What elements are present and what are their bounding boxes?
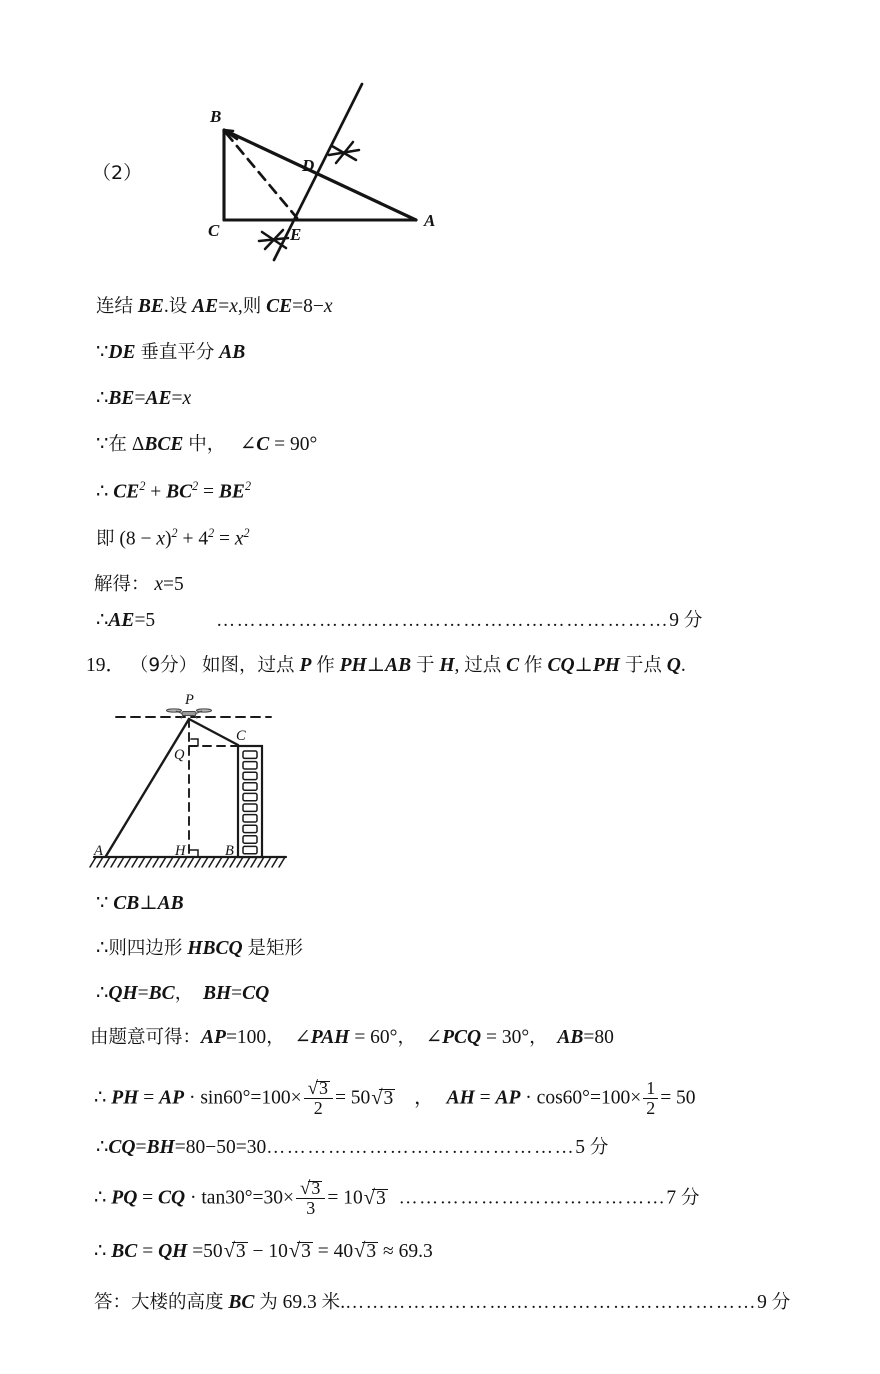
figure-label-P: P [185,692,194,708]
proof19-line-equal-sides: ∴QH=BC， BH=CQ [96,983,270,1004]
segment-PA [106,719,189,856]
proof19-line-givens: 由题意可得：AP=100， ∠PAH = 60°， ∠PCQ = 30°， AB=80 [90,1027,614,1048]
proof19-final-answer: 答：大楼的高度 BC 为 69.3 米.……………………………………………………9 分 [94,1292,791,1313]
segment-BE-dashed [226,133,297,218]
part-label-2: （2） [92,162,143,184]
proof-line-connect-BE: 连结 BE.设 AE=x,则 CE=8−x [96,296,333,317]
figure-label-Q: Q [174,747,185,763]
proof-line-pythagoras: ∴ $CE^2 + BC^2 = BE^2$ [96,479,251,503]
figure-label-C: C [236,728,246,744]
proof-line-substituted-equation: 即 $(8 - x)^2 + 4^2 = x^2$ [96,526,250,550]
building-window [243,815,257,822]
construction-arc-lower [259,230,288,249]
proof-line-BE-equals-AE: ∴BE=AE=x [96,388,192,409]
figure-label-C: C [208,221,220,240]
proof19-line-CB-perp-AB: ∵ CB⊥AB [96,893,184,914]
figure-perpendicular-bisector [96,60,476,280]
proof19-eq-PQ: ∴ PQ = CQ · tan30°=30× √ 3 3 = 10√ 3 …………………………………7 分 [94,1178,700,1219]
construction-arc-upper [329,142,359,163]
building-window [243,772,257,779]
proof-line-DE-bisects-AB: ∵DE 垂直平分 AB [96,342,246,363]
figure-label-A: A [94,843,103,859]
proof-line-in-triangle-BCE: ∵在 ΔBCE 中， ∠C = 90° [96,434,318,455]
segment-PC [189,719,238,745]
figure-label-A: A [424,211,436,230]
figure-label-E: E [290,225,302,244]
building-window [243,783,257,790]
building-tower [238,746,262,857]
problem-19-stem: 19． （9分） 如图，过点 P 作 PH⊥AB 于 H, 过点 C 作 CQ⊥PH 于点 Q. [86,655,686,676]
building-window [243,825,257,832]
proof19-eq-CQ: ∴CQ=BH=80−50=30………………………………………5 分 [96,1137,609,1158]
proof-line-solve: 解得： x=5 [94,574,184,595]
building-window [243,751,257,758]
building-window [243,762,257,769]
leader-dots-7fen: ………………………………… [398,1187,667,1209]
drone-icon [167,709,212,719]
building-window [243,846,257,853]
proof19-eq-BC: ∴ BC = QH =50√ 3 − 10√ 3 = 40√ 3 ≈ 69.3 [94,1240,433,1262]
proof19-eq-PH-AH: ∴ PH = AP · sin60°=100× √ 3 2 = 50√ 3 ， AH = AP · cos60°=100× $\frac{1}{2}$ = 50 [94,1078,696,1119]
figure-label-D: D [302,156,315,175]
figure-drone-building [86,690,386,875]
figure-label-B: B [225,843,234,859]
figure-label-B: B [210,107,222,126]
problem-points: （9分） [129,655,198,676]
problem-number: 19． [86,655,126,676]
leader-dots-9fen: …………………………………………………… [345,1292,758,1313]
right-angle-mark-Q [191,739,198,746]
ground-hatching [90,857,285,867]
proof-line-AE-result: ∴AE=5 …………………………………………………………9 分 [96,610,703,631]
building-window [243,793,257,800]
leader-dots-5fen: ……………………………………… [266,1137,576,1158]
leader-dots-18: ………………………………………………………… [216,610,670,631]
building-window [243,804,257,811]
building-window [243,836,257,843]
segment-BA [224,130,416,220]
figure-label-H: H [175,843,186,859]
line-perpendicular-bisector [274,84,362,260]
proof19-line-rectangle: ∴则四边形 HBCQ 是矩形 [96,938,303,959]
